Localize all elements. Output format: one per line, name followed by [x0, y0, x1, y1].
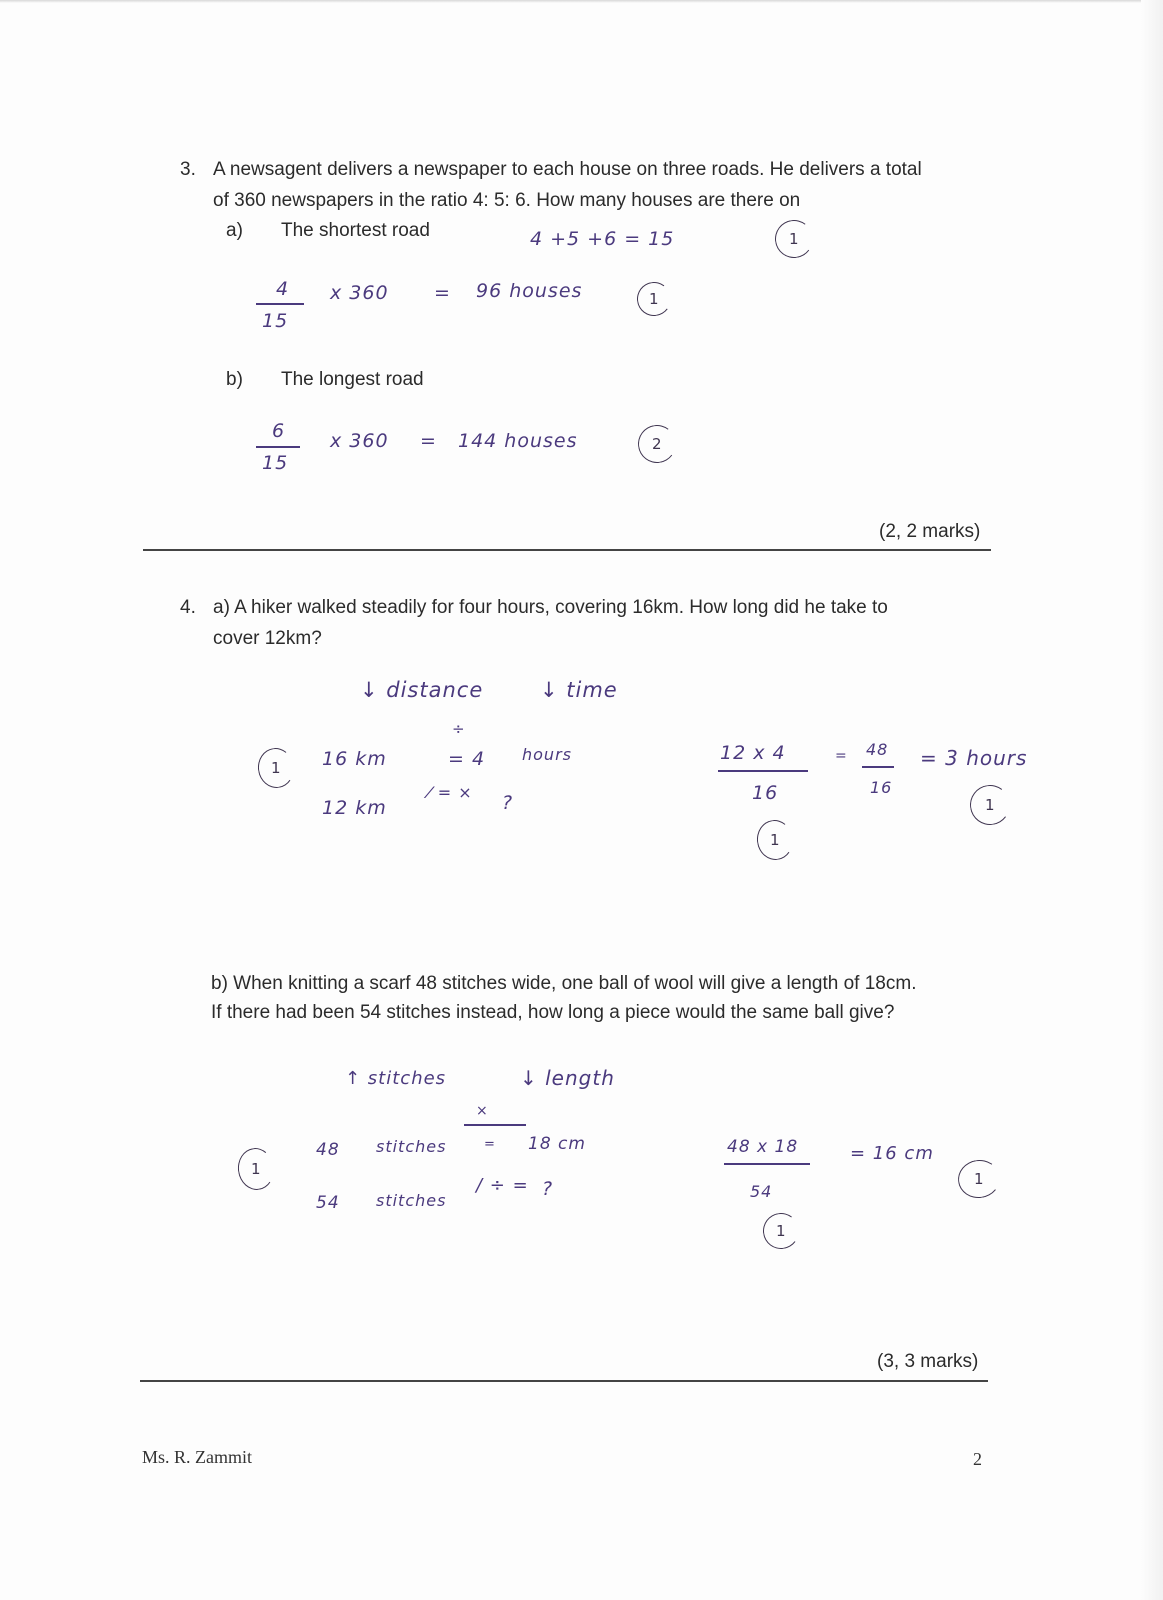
marks-allocation: (2, 2 marks)	[879, 521, 981, 542]
question-number: 3.	[180, 159, 196, 180]
mark-circle: 1	[773, 218, 816, 261]
mark-circle: 1	[761, 1211, 802, 1252]
part-label: a)	[226, 220, 243, 241]
fraction-bar	[718, 770, 808, 772]
page-number: 2	[973, 1449, 982, 1469]
fraction-denominator: 15	[262, 310, 289, 332]
fraction-denominator: 15	[262, 452, 289, 474]
handwritten-answer: = 16 cm	[850, 1143, 934, 1164]
handwritten-numerator: 12 x 4	[720, 742, 786, 764]
handwritten-value: 18 cm	[528, 1134, 586, 1154]
operator-bar	[464, 1124, 526, 1126]
handwritten-equals: =	[420, 430, 437, 452]
handwritten-equals: =	[484, 1137, 496, 1152]
handwritten-sum: 4 +5 +6 = 15	[530, 228, 675, 250]
fraction-numerator: 4	[276, 278, 290, 300]
fraction-numerator: 6	[272, 420, 286, 442]
question-text-line: A newsagent delivers a newspaper to each house on three roads. He delivers a total	[213, 159, 922, 180]
mark-circle: 1	[235, 1146, 276, 1193]
part-text: The longest road	[281, 369, 424, 390]
marks-allocation: (3, 3 marks)	[877, 1351, 979, 1372]
footer-author: Ms. R. Zammit	[142, 1447, 253, 1467]
mark-circle: 1	[255, 746, 296, 791]
handwritten-unit: stitches	[376, 1191, 447, 1210]
handwritten-answer: 144 houses	[458, 430, 578, 452]
mark-circle: 1	[967, 782, 1012, 827]
handwritten-numerator: 48 x 18	[727, 1137, 799, 1157]
question-text-line: cover 12km?	[213, 628, 322, 649]
handwritten-denominator: 54	[750, 1182, 773, 1201]
handwritten-numerator: 48	[866, 740, 889, 759]
fraction-bar	[256, 446, 300, 448]
handwritten-value: 12 km	[322, 797, 387, 819]
question-text-line: of 360 newspapers in the ratio 4: 5: 6. How many houses are there on	[213, 190, 801, 211]
question-text-line: a) A hiker walked steadily for four hours, covering 16km. How long did he take to	[213, 597, 888, 618]
handwritten-multiplier: x 360	[330, 282, 389, 304]
handwritten-unknown: ?	[542, 1178, 554, 1200]
mark-circle: 1	[754, 818, 795, 863]
handwritten-value: 54	[316, 1193, 340, 1213]
handwritten-operator: ÷	[452, 720, 466, 738]
handwritten-value: 48	[316, 1140, 340, 1160]
mark-circle: 1	[956, 1157, 1003, 1200]
handwritten-operator: ×	[476, 1103, 489, 1119]
handwritten-heading: ↓ length	[520, 1066, 615, 1090]
part-text: The shortest road	[281, 220, 430, 241]
handwritten-equals: =	[434, 282, 451, 304]
handwritten-unknown: ?	[502, 792, 514, 814]
question-text-line: If there had been 54 stitches instead, how long a piece would the same ball give?	[211, 1002, 895, 1023]
handwritten-value: 16 km	[322, 748, 387, 770]
fraction-bar	[724, 1163, 810, 1165]
handwritten-heading: ↓ time	[540, 678, 618, 702]
section-divider	[140, 1380, 988, 1382]
mark-circle: 1	[635, 280, 673, 318]
mark-circle: 2	[636, 423, 679, 466]
fraction-bar	[862, 766, 894, 768]
question-number: 4.	[180, 597, 196, 618]
handwritten-equals: =	[835, 748, 848, 764]
handwritten-operator: ⁄ = ×	[428, 783, 473, 802]
handwritten-answer: = 3 hours	[920, 746, 1028, 770]
scan-edge-right	[1141, 0, 1163, 1600]
handwritten-operator: / ÷ =	[476, 1175, 529, 1196]
handwritten-value: = 4	[448, 748, 486, 770]
handwritten-unit: stitches	[376, 1137, 447, 1156]
handwritten-answer: 96 houses	[476, 280, 583, 302]
handwritten-unit: hours	[522, 745, 572, 764]
part-label: b)	[226, 369, 243, 390]
scan-edge	[0, 0, 1163, 3]
handwritten-multiplier: x 360	[330, 430, 389, 452]
question-text-line: b) When knitting a scarf 48 stitches wide, one ball of wool will give a length of 18cm.	[211, 973, 917, 994]
handwritten-denominator: 16	[752, 782, 779, 804]
fraction-bar	[256, 303, 304, 305]
handwritten-heading: ↑ stitches	[345, 1068, 447, 1089]
handwritten-heading: ↓ distance	[360, 678, 484, 702]
handwritten-denominator: 16	[870, 778, 893, 797]
section-divider	[143, 549, 991, 551]
